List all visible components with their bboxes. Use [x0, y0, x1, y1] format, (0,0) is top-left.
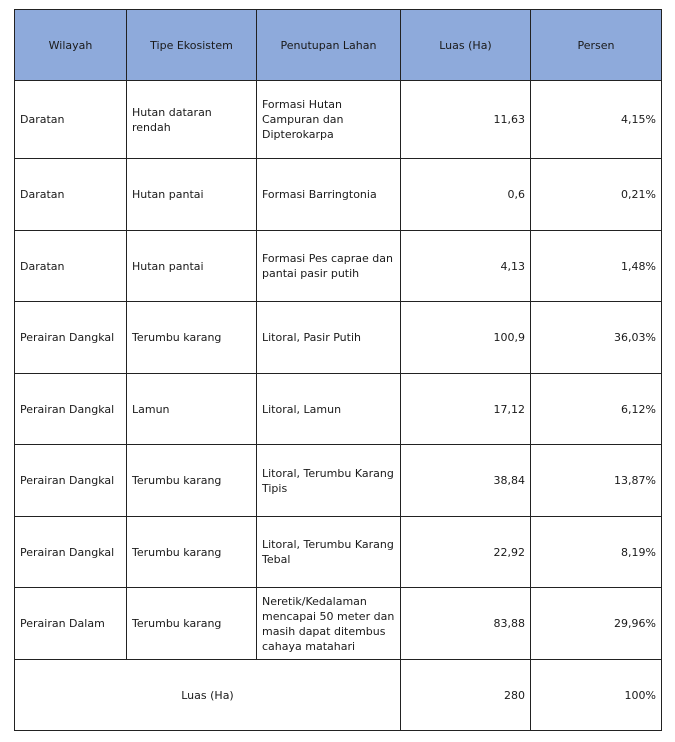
cell-wilayah: Perairan Dangkal [15, 517, 127, 588]
table-header [15, 10, 662, 81]
table-row [15, 81, 662, 159]
cell-penutupan: Litoral, Terumbu Karang Tipis [257, 445, 401, 517]
cell-persen: 8,19% [531, 517, 662, 588]
cell-luas: 4,13 [401, 231, 531, 302]
header-wilayah: Wilayah [15, 10, 127, 81]
cell-wilayah: Perairan Dangkal [15, 302, 127, 374]
cell-luas: 38,84 [401, 445, 531, 517]
cell-luas: 22,92 [401, 517, 531, 588]
cell-tipe: Hutan dataran rendah [127, 81, 257, 159]
cell-persen: 6,12% [531, 374, 662, 445]
cell-luas: 83,88 [401, 588, 531, 660]
cell-tipe: Terumbu karang [127, 517, 257, 588]
table-row [15, 374, 662, 445]
cell-wilayah: Perairan Dangkal [15, 445, 127, 517]
header-penutupan-lahan: Penutupan Lahan [257, 10, 401, 81]
cell-luas: 11,63 [401, 81, 531, 159]
table-row [15, 517, 662, 588]
cell-persen: 1,48% [531, 231, 662, 302]
cell-wilayah: Daratan [15, 81, 127, 159]
table-row [15, 445, 662, 517]
cell-penutupan: Formasi Hutan Campuran dan Dipterokarpa [257, 81, 401, 159]
cell-tipe: Terumbu karang [127, 302, 257, 374]
cell-penutupan: Litoral, Terumbu Karang Tebal [257, 517, 401, 588]
cell-wilayah: Daratan [15, 159, 127, 231]
cell-luas: 100,9 [401, 302, 531, 374]
cell-tipe: Terumbu karang [127, 588, 257, 660]
table-body [15, 81, 662, 731]
header-persen: Persen [531, 10, 662, 81]
cell-persen: 36,03% [531, 302, 662, 374]
table-row [15, 231, 662, 302]
total-luas: 280 [401, 660, 531, 731]
cell-persen: 4,15% [531, 81, 662, 159]
cell-penutupan: Litoral, Lamun [257, 374, 401, 445]
header-luas: Luas (Ha) [401, 10, 531, 81]
ecosystem-table [14, 9, 662, 731]
total-persen: 100% [531, 660, 662, 731]
header-tipe-ekosistem: Tipe Ekosistem [127, 10, 257, 81]
table-row [15, 159, 662, 231]
cell-penutupan: Neretik/Kedalaman mencapai 50 meter dan masih dapat ditembus cahaya matahari [257, 588, 401, 660]
total-label: Luas (Ha) [15, 660, 401, 731]
cell-wilayah: Perairan Dangkal [15, 374, 127, 445]
cell-luas: 0,6 [401, 159, 531, 231]
cell-wilayah: Perairan Dalam [15, 588, 127, 660]
cell-persen: 13,87% [531, 445, 662, 517]
cell-tipe: Hutan pantai [127, 231, 257, 302]
table-row [15, 588, 662, 660]
cell-penutupan: Formasi Pes caprae dan pantai pasir putih [257, 231, 401, 302]
cell-tipe: Hutan pantai [127, 159, 257, 231]
total-row [15, 660, 662, 731]
cell-penutupan: Litoral, Pasir Putih [257, 302, 401, 374]
header-row [15, 10, 662, 81]
cell-tipe: Terumbu karang [127, 445, 257, 517]
cell-wilayah: Daratan [15, 231, 127, 302]
cell-persen: 0,21% [531, 159, 662, 231]
cell-luas: 17,12 [401, 374, 531, 445]
cell-penutupan: Formasi Barringtonia [257, 159, 401, 231]
cell-tipe: Lamun [127, 374, 257, 445]
cell-persen: 29,96% [531, 588, 662, 660]
table-row [15, 302, 662, 374]
